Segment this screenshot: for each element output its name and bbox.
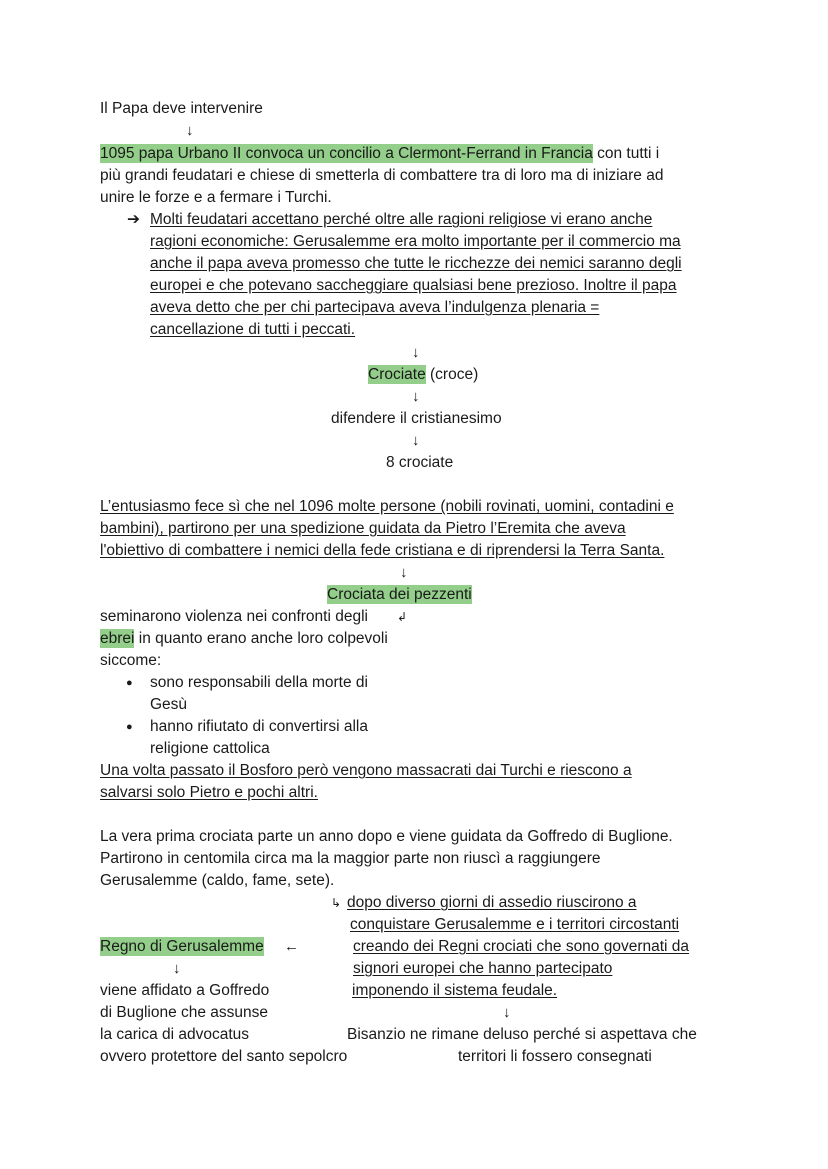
down-arrow-icon: ↓ <box>173 960 181 977</box>
crociate-highlight: Crociate <box>368 366 426 383</box>
down-arrow-icon: ↓ <box>503 1004 511 1021</box>
pezzenti-line-2 <box>100 629 388 649</box>
conquest-line: dopo diverso giorni di assedio riuscirono a <box>347 894 637 911</box>
hook-arrow-icon: ↳ <box>331 896 342 910</box>
conquest-line: creando dei Regni crociati che sono governati da <box>353 938 690 955</box>
intro-line: Il Papa deve intervenire <box>100 100 263 117</box>
regno-line: di Buglione che assunse <box>100 1004 269 1021</box>
prima-line: Gerusalemme (caldo, fame, sete). <box>100 872 335 889</box>
return-arrow-icon: ↲ <box>397 610 408 624</box>
crociata-pezzenti-line <box>327 585 472 605</box>
council-line-1 <box>100 144 659 164</box>
conquest-line: conquistare Gerusalemme e i territori circostanti <box>350 916 680 933</box>
enthusiasm-line: L’entusiasmo fece sì che nel 1096 molte persone (nobili rovinati, uomini, contadini e <box>100 498 674 515</box>
ebrei-highlight: ebrei <box>100 630 135 647</box>
difendere-line: difendere il cristianesimo <box>331 410 502 427</box>
croce-note: (croce) <box>425 366 479 383</box>
motive-line: ragioni economiche: Gerusalemme era molto importante per il commercio ma <box>150 233 681 250</box>
bisanzio-line: Bisanzio ne rimane deluso perché si aspettava che <box>347 1026 697 1043</box>
prima-line: La vera prima crociata parte un anno dopo e viene guidata da Goffredo di Buglione. <box>100 828 673 845</box>
bisanzio-line: territori li fossero consegnati <box>458 1048 652 1065</box>
conquest-line: imponendo il sistema feudale. <box>352 982 558 999</box>
pezzenti-line-1: seminarono violenza nei confronti degli <box>100 608 368 625</box>
motive-line: aveva detto che per chi partecipava aveva l’indulgenza plenaria = <box>150 299 600 316</box>
council-rest: con tutti i <box>592 145 660 162</box>
council-line-2: più grandi feudatari e chiese di smetterla di combattere tra di loro ma di iniziare ad <box>100 167 664 184</box>
bosforo-line: salvarsi solo Pietro e pochi altri. <box>100 784 318 801</box>
bosforo-line: Una volta passato il Bosforo però vengono massacrati dai Turchi e riescono a <box>100 762 632 779</box>
prima-line: Partirono in centomila circa ma la maggior parte non riuscì a raggiungere <box>100 850 601 867</box>
bullet-dot-icon: ● <box>126 721 133 733</box>
down-arrow-icon: ↓ <box>412 432 420 449</box>
bullet-line: hanno rifiutato di convertirsi alla <box>150 718 368 735</box>
bullet-line: religione cattolica <box>150 740 270 757</box>
bullet-line: Gesù <box>150 696 188 713</box>
down-arrow-icon: ↓ <box>412 388 420 405</box>
motive-line: anche il papa aveva promesso che tutte le ricchezze dei nemici saranno degli <box>150 255 682 272</box>
regno-highlight: Regno di Gerusalemme <box>100 938 264 955</box>
down-arrow-icon: ↓ <box>412 344 420 361</box>
regno-title-line <box>100 937 264 957</box>
enthusiasm-line: l'obiettivo di combattere i nemici della fede cristiana e di riprendersi la Terra Santa. <box>100 542 665 559</box>
council-highlight: 1095 papa Urbano II convoca un concilio a Clermont-Ferrand in Francia <box>100 145 593 162</box>
motive-line: cancellazione di tutti i peccati. <box>150 321 356 338</box>
conquest-line: signori europei che hanno partecipato <box>353 960 613 977</box>
bullet-dot-icon: ● <box>126 677 133 689</box>
motive-line: europei e che potevano saccheggiare qualsiasi bene prezioso. Inoltre il papa <box>150 277 677 294</box>
crociate-line <box>368 365 478 385</box>
council-line-3: unire le forze e a fermare i Turchi. <box>100 189 332 206</box>
otto-crociate: 8 crociate <box>386 454 454 471</box>
down-arrow-icon: ↓ <box>186 122 194 139</box>
crociata-pezzenti-highlight: Crociata dei pezzenti <box>327 586 472 603</box>
left-arrow-icon: ← <box>284 938 299 955</box>
regno-line: viene affidato a Goffredo <box>100 982 270 999</box>
bullet-line: sono responsabili della morte di <box>150 674 368 691</box>
regno-line: ovvero protettore del santo sepolcro <box>100 1048 348 1065</box>
motive-line: Molti feudatari accettano perché oltre alle ragioni religiose vi erano anche <box>150 211 653 228</box>
ebrei-rest: in quanto erano anche loro colpevoli <box>134 630 388 647</box>
enthusiasm-line: bambini), partirono per una spedizione guidata da Pietro l’Eremita che aveva <box>100 520 626 537</box>
pezzenti-line-3: siccome: <box>100 652 162 669</box>
down-arrow-icon: ↓ <box>400 564 408 581</box>
regno-line: la carica di advocatus <box>100 1026 250 1043</box>
right-arrow-bullet-icon: ➔ <box>127 211 140 228</box>
